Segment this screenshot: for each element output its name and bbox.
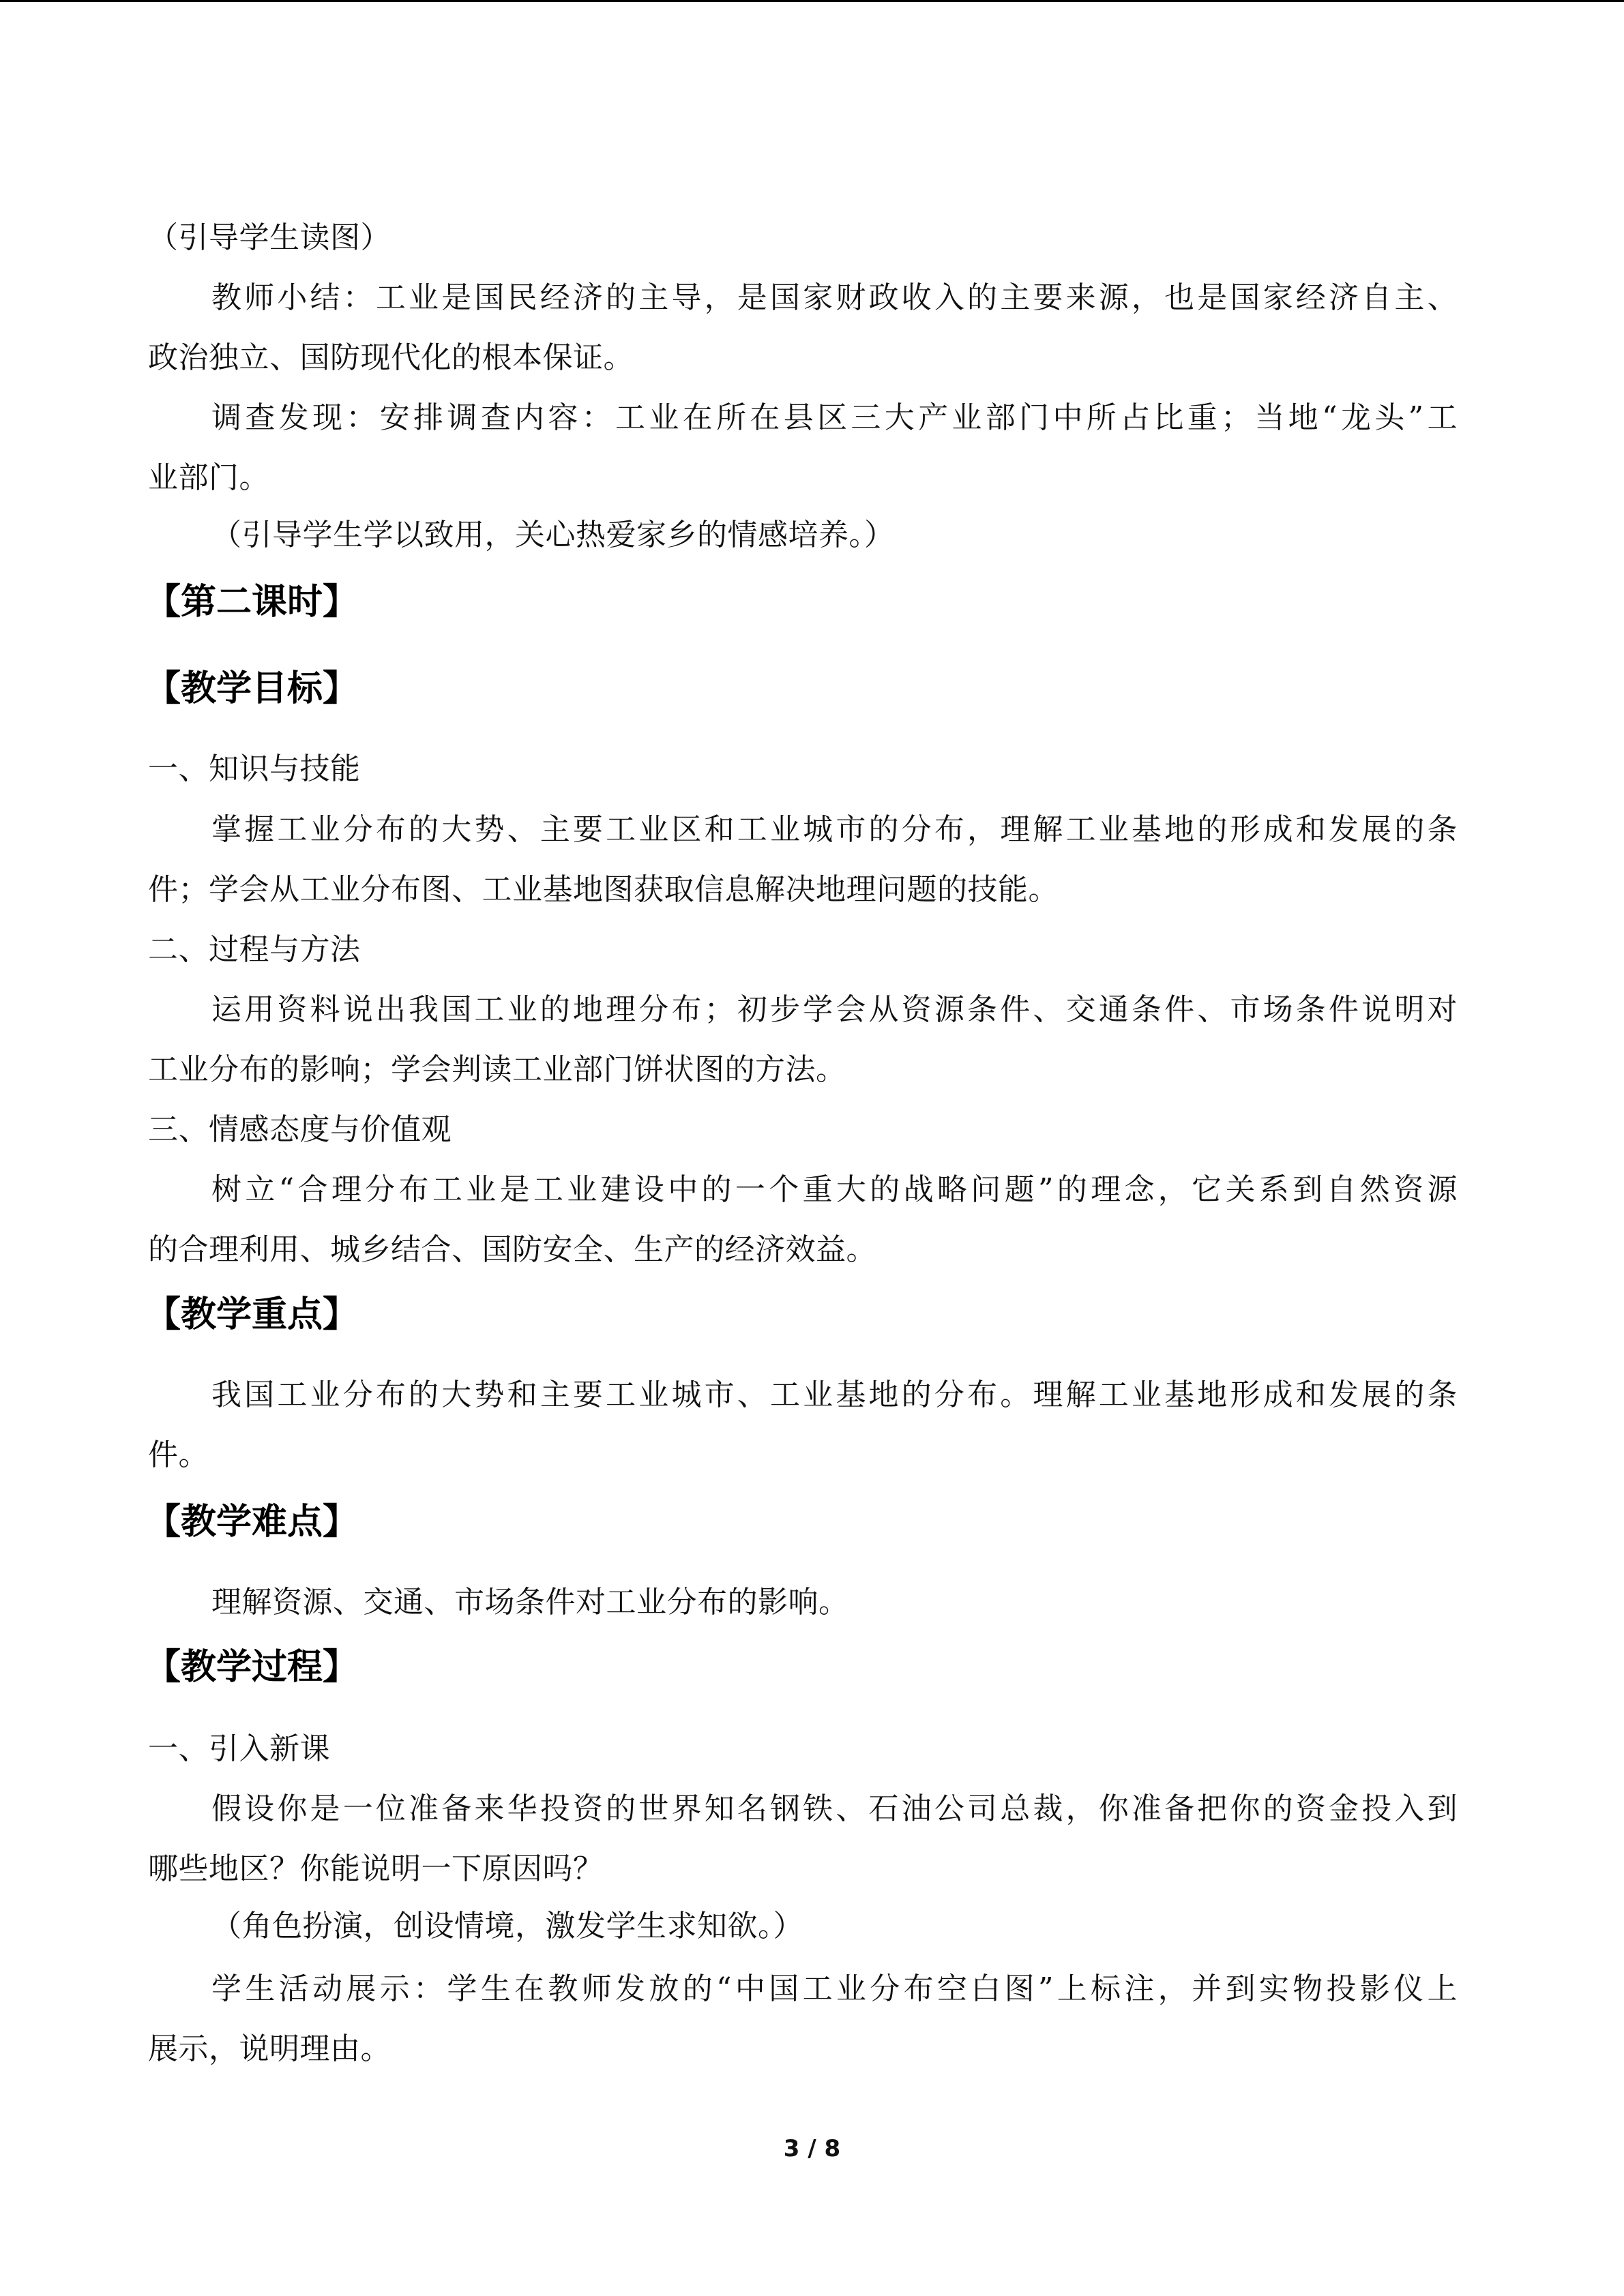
paragraph-line: 掌握工业分布的大势、主要工业区和工业城市的分布，理解工业基地的形成和发展的条	[211, 812, 1458, 847]
paragraph-line: 一、引入新课	[148, 1731, 330, 1766]
paragraph-line: 展示，说明理由。	[148, 2031, 391, 2066]
section-heading: 【教学重点】	[145, 1294, 359, 1335]
page-number: 3 / 8	[783, 2135, 841, 2162]
paragraph-line: 件。	[148, 1437, 209, 1472]
section-heading: 【教学目标】	[145, 668, 359, 709]
paragraph-line: （引导学生读图）	[148, 220, 391, 255]
paragraph-line: 教师小结：工业是国民经济的主导，是国家财政收入的主要来源，也是国家经济自主、	[211, 280, 1458, 315]
paragraph-line: 调查发现：安排调查内容：工业在所在县区三大产业部门中所占比重；当地“龙头”工	[211, 400, 1458, 435]
section-heading: 【教学难点】	[145, 1502, 359, 1542]
paragraph-line: 三、情感态度与价值观	[148, 1112, 452, 1147]
paragraph-line: 业部门。	[148, 460, 269, 495]
paragraph-line: 哪些地区？你能说明一下原因吗？	[148, 1851, 604, 1886]
section-heading: 【教学过程】	[145, 1647, 359, 1688]
paragraph-line: 一、知识与技能	[148, 751, 361, 786]
paragraph-line: 二、过程与方法	[148, 932, 361, 967]
section-heading: 【第二课时】	[145, 582, 359, 623]
paragraph-line: 我国工业分布的大势和主要工业城市、工业基地的分布。理解工业基地形成和发展的条	[211, 1377, 1458, 1412]
paragraph-line: 学生活动展示：学生在教师发放的“中国工业分布空白图”上标注，并到实物投影仪上	[211, 1971, 1458, 2006]
paragraph-line: 的合理利用、城乡结合、国防安全、生产的经济效益。	[148, 1232, 876, 1267]
paragraph-line: 件；学会从工业分布图、工业基地图获取信息解决地理问题的技能。	[148, 872, 1059, 907]
paragraph-line: 工业分布的影响；学会判读工业部门饼状图的方法。	[148, 1052, 846, 1087]
paragraph-line: 运用资料说出我国工业的地理分布；初步学会从资源条件、交通条件、市场条件说明对	[211, 992, 1458, 1027]
paragraph-line: 理解资源、交通、市场条件对工业分布的影响。	[211, 1585, 849, 1620]
paragraph-line: 政治独立、国防现代化的根本保证。	[148, 340, 634, 375]
paragraph-line: （角色扮演，创设情境，激发学生求知欲。）	[211, 1909, 803, 1943]
paragraph-line: 假设你是一位准备来华投资的世界知名钢铁、石油公司总裁，你准备把你的资金投入到	[211, 1791, 1458, 1826]
paragraph-line: 树立“合理分布工业是工业建设中的一个重大的战略问题”的理念，它关系到自然资源	[211, 1172, 1458, 1207]
paragraph-line: （引导学生学以致用，关心热爱家乡的情感培养。）	[211, 518, 895, 552]
